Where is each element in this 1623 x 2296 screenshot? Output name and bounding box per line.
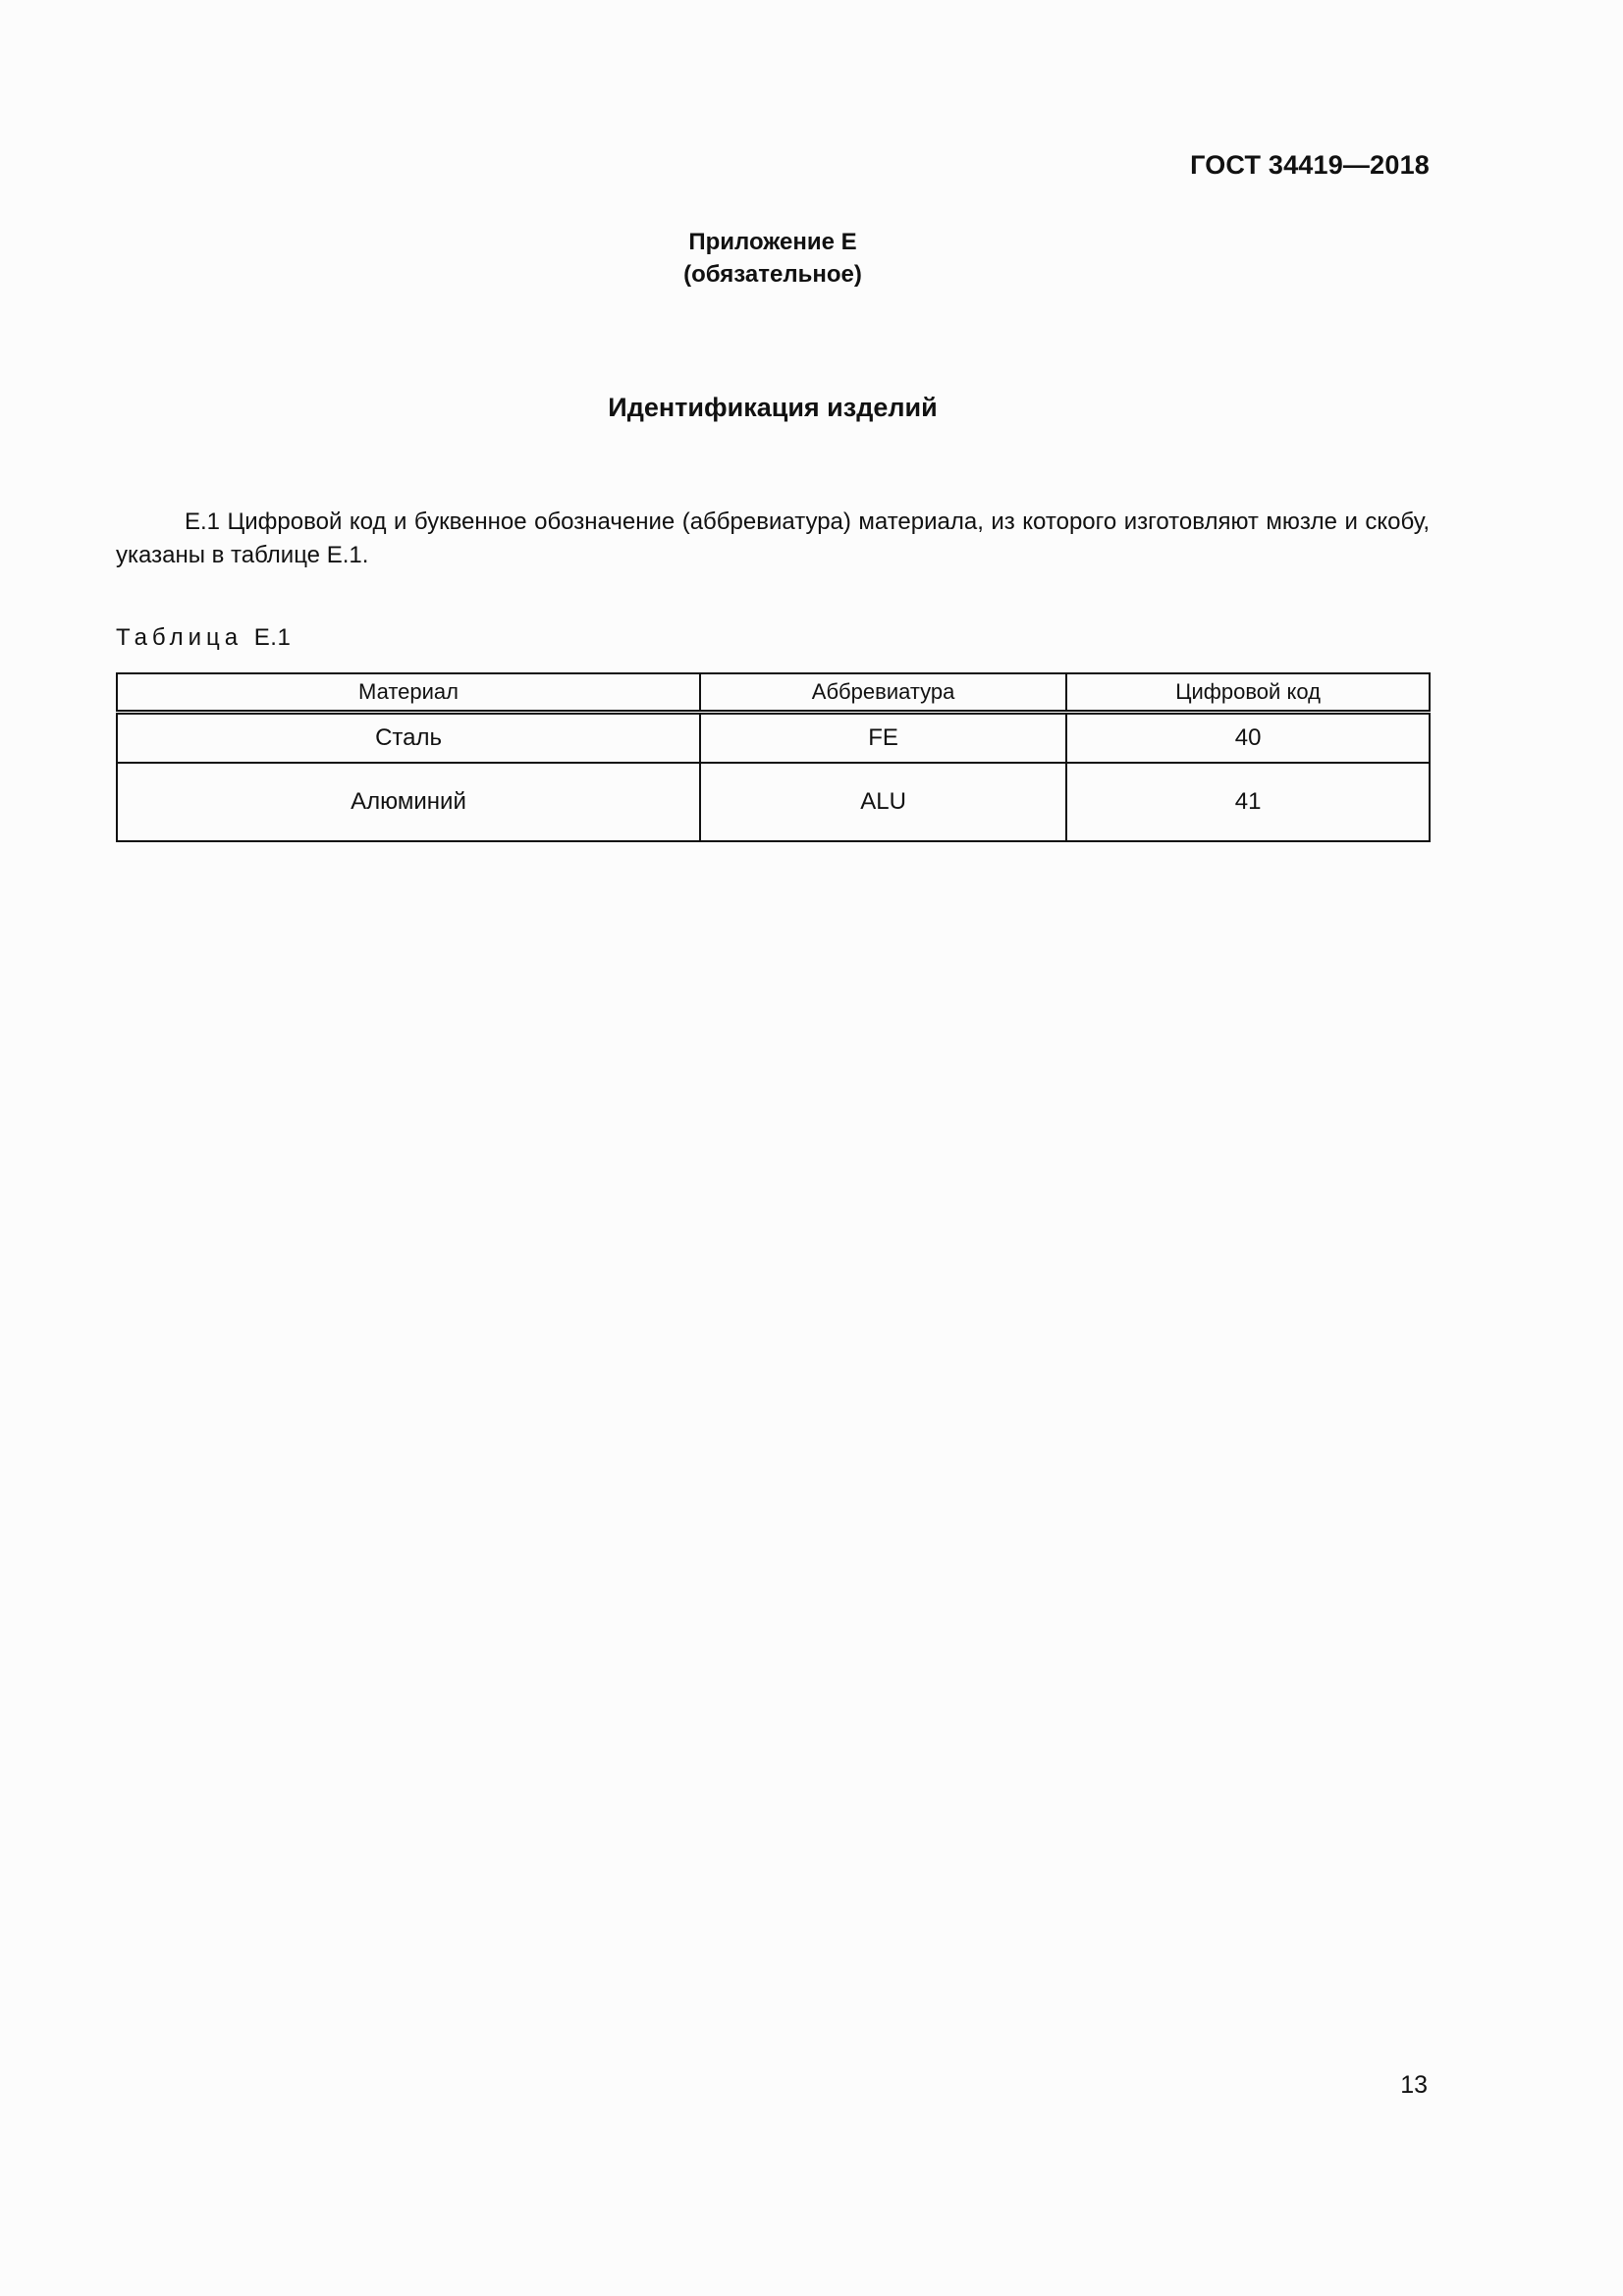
column-header-material: Материал xyxy=(117,673,700,713)
table-row xyxy=(117,763,1430,841)
table-caption xyxy=(116,624,291,652)
section-title: Идентификация изделий xyxy=(608,393,938,422)
table-row xyxy=(117,713,1430,764)
table-header-row xyxy=(117,673,1430,713)
annex-status: (обязательное) xyxy=(683,261,862,288)
column-header-abbreviation: Аббревиатура xyxy=(700,673,1066,713)
table-caption-word: Таблица xyxy=(116,624,243,651)
body-paragraph: Е.1 Цифровой код и буквенное обозначение (аббревиатура) материала, из которого изготовляют мюзле и скобу, указаны в таблице Е.1. xyxy=(116,508,1430,568)
cell-code: 41 xyxy=(1066,763,1430,841)
cell-material: Сталь xyxy=(117,713,700,764)
cell-abbreviation: FE xyxy=(700,713,1066,764)
cell-material: Алюминий xyxy=(117,763,700,841)
table-caption-number: Е.1 xyxy=(253,624,292,651)
column-header-code: Цифровой код xyxy=(1066,673,1430,713)
materials-table xyxy=(116,672,1431,842)
page-number: 13 xyxy=(1400,2071,1428,2099)
annex-title: Приложение Е xyxy=(688,229,857,255)
standard-number: ГОСТ 34419—2018 xyxy=(1190,150,1430,180)
cell-abbreviation: ALU xyxy=(700,763,1066,841)
annex-heading xyxy=(0,226,1545,291)
cell-code: 40 xyxy=(1066,713,1430,764)
